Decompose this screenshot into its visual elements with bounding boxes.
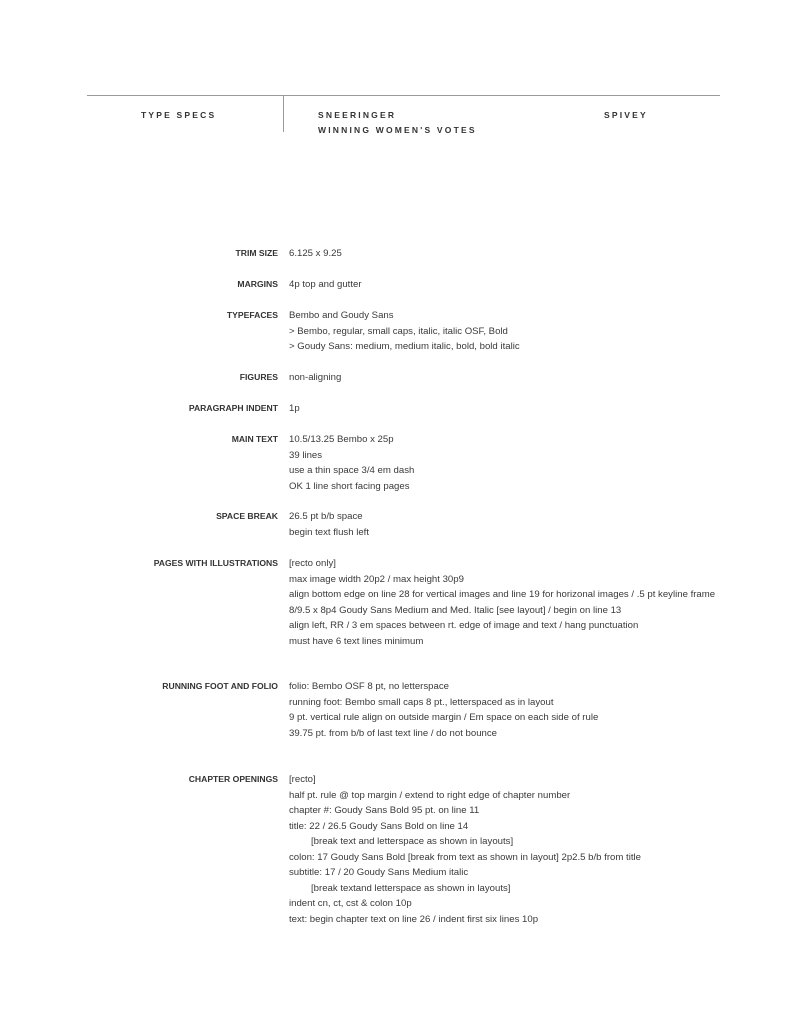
spec-line: 6.125 x 9.25 bbox=[289, 248, 342, 259]
header-divider bbox=[283, 95, 284, 132]
spec-line: [recto only] bbox=[289, 558, 336, 569]
spec-line: 26.5 pt b/b space bbox=[289, 511, 363, 522]
spec-value bbox=[289, 401, 300, 417]
header-left-label: TYPE SPECS bbox=[141, 110, 217, 120]
spec-value bbox=[289, 246, 342, 262]
spec-value bbox=[289, 308, 520, 355]
spec-line: use a thin space 3/4 em dash bbox=[289, 465, 415, 476]
header-rule bbox=[87, 95, 720, 96]
spec-label: RUNNING FOOT AND FOLIO bbox=[162, 681, 278, 691]
header-book-title: WINNING WOMEN'S VOTES bbox=[318, 125, 477, 135]
spec-line: text: begin chapter text on line 26 / indent first six lines 10p bbox=[289, 913, 539, 925]
spec-value bbox=[289, 432, 414, 494]
header-author: SNEERINGER bbox=[318, 110, 397, 120]
spec-label: CHAPTER OPENINGS bbox=[188, 774, 278, 784]
spec-line: max image width 20p2 / max height 30p9 bbox=[289, 573, 464, 585]
spec-line: > Goudy Sans: medium, medium italic, bold, bold italic bbox=[289, 341, 520, 352]
spec-label: FIGURES bbox=[239, 372, 278, 382]
header-right-name: SPIVEY bbox=[604, 110, 648, 120]
spec-line: Bembo and Goudy Sans bbox=[289, 310, 394, 321]
spec-line: [break textand letterspace as shown in layouts] bbox=[311, 882, 511, 894]
spec-line: half pt. rule @ top margin / extend to right edge of chapter number bbox=[289, 789, 571, 801]
spec-line: must have 6 text lines minimum bbox=[289, 635, 424, 647]
spec-line: folio: Bembo OSF 8 pt, no letterspace bbox=[289, 681, 449, 692]
spec-line: non-aligning bbox=[289, 372, 342, 383]
spec-label: PARAGRAPH INDENT bbox=[188, 403, 278, 413]
spec-line: align bottom edge on line 28 for vertical images and line 19 for horizonal images / .5 pt keyline frame bbox=[289, 589, 716, 600]
spec-line: OK 1 line short facing pages bbox=[289, 480, 410, 492]
spec-line: indent cn, ct, cst & colon 10p bbox=[289, 898, 412, 909]
spec-line: 39 lines bbox=[289, 449, 323, 461]
spec-label: MARGINS bbox=[237, 279, 278, 289]
spec-label: PAGES WITH ILLUSTRATIONS bbox=[153, 558, 278, 568]
spec-label: TYPEFACES bbox=[226, 310, 278, 320]
spec-line: running foot: Bembo small caps 8 pt., letterspaced as in layout bbox=[289, 696, 554, 708]
spec-label: SPACE BREAK bbox=[216, 511, 278, 521]
spec-value bbox=[289, 509, 369, 540]
spec-line: subtitle: 17 / 20 Goudy Sans Medium italic bbox=[289, 867, 469, 878]
spec-line: chapter #: Goudy Sans Bold 95 pt. on line 11 bbox=[289, 805, 480, 816]
spec-line: [recto] bbox=[289, 774, 316, 785]
spec-line: colon: 17 Goudy Sans Bold [break from text as shown in layout] 2p2.5 b/b from title bbox=[289, 851, 641, 863]
spec-line: align left, RR / 3 em spaces between rt. edge of image and text / hang punctuation bbox=[289, 620, 639, 631]
spec-line: 10.5/13.25 Bembo x 25p bbox=[289, 434, 394, 445]
spec-line: 39.75 pt. from b/b of last text line / do not bounce bbox=[289, 727, 497, 739]
spec-line: title: 22 / 26.5 Goudy Sans Bold on line 14 bbox=[289, 820, 469, 832]
spec-value bbox=[289, 679, 598, 741]
spec-value bbox=[289, 277, 362, 293]
spec-line: 4p top and gutter bbox=[289, 279, 362, 290]
spec-line: 9 pt. vertical rule align on outside margin / Em space on each side of rule bbox=[289, 712, 599, 723]
spec-value bbox=[289, 556, 715, 649]
spec-line: [break text and letterspace as shown in layouts] bbox=[311, 836, 514, 847]
spec-line: > Bembo, regular, small caps, italic, italic OSF, Bold bbox=[289, 325, 508, 337]
spec-label: MAIN TEXT bbox=[231, 434, 278, 444]
spec-label: TRIM SIZE bbox=[235, 248, 278, 258]
spec-value bbox=[289, 370, 341, 386]
spec-line: 1p bbox=[289, 403, 300, 414]
spec-value bbox=[289, 772, 641, 927]
spec-line: begin text flush left bbox=[289, 526, 369, 538]
spec-line: 8/9.5 x 8p4 Goudy Sans Medium and Med. Italic [see layout] / begin on line 13 bbox=[289, 604, 622, 616]
